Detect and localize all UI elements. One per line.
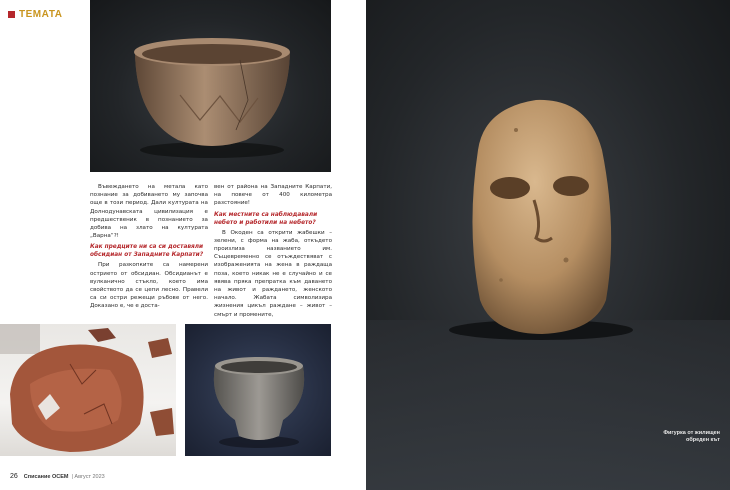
ceramic-cup-illustration bbox=[185, 324, 331, 456]
photo-ceramic-bowl bbox=[90, 0, 331, 172]
photo-pottery-shards bbox=[0, 324, 176, 456]
page-number: 26 bbox=[10, 473, 18, 480]
issue-date: | Август 2023 bbox=[71, 473, 105, 480]
section-label: ТЕМАТА bbox=[19, 9, 63, 20]
section-square-icon bbox=[8, 11, 15, 18]
page-footer bbox=[10, 473, 105, 480]
subheading: Как предците ни са си доставяли обсидиан от Западните Карпати? bbox=[90, 244, 204, 259]
ceramic-bowl-illustration bbox=[90, 0, 331, 172]
photo-caption: Фигурка от жилищен обреден кът bbox=[663, 430, 720, 443]
subheading: Как местните са наблюдавали небето и работили на небето? bbox=[214, 211, 318, 226]
photo-ceramic-cup bbox=[185, 324, 331, 456]
magazine-name: Списание ОСЕМ bbox=[23, 473, 69, 480]
text-column-2 bbox=[214, 183, 332, 319]
paragraph: Въвеждането на метала като познание за добиването му започва още в този период. Дали културата на Долнодунавската цивилизация е предшественик в познанието за добива на злато на културата „Варна“?! bbox=[90, 184, 208, 240]
clay-figurine-illustration bbox=[366, 0, 730, 490]
paragraph: вен от района на Западните Карпати, на повече от 400 километра разстояние! bbox=[214, 184, 332, 207]
photo-clay-figurine bbox=[366, 0, 730, 490]
pottery-shards-illustration bbox=[0, 324, 176, 456]
paragraph: В Окоден са открити жабешки – зелени, с форма на жаба, откъдето произлиза названието им. Същевременно се отъждествяват с изображенията на жена в раждаща поза, което никак не е случайно и се явява пряка препратка към даването на живот и раждането, женското начало. Жабата символизира жизнения цикъл раждане – живот – смърт и промените, bbox=[214, 229, 332, 318]
section-tag bbox=[8, 9, 63, 20]
paragraph: При разкопките са намерени острието от обсидиан. Обсидианът е вулканично стъкло, което има свойството да се цепи лесно. Правели са си остри режещи ръбове от него. Доказано е, че е доста- bbox=[90, 262, 208, 310]
text-column-1 bbox=[90, 183, 208, 311]
